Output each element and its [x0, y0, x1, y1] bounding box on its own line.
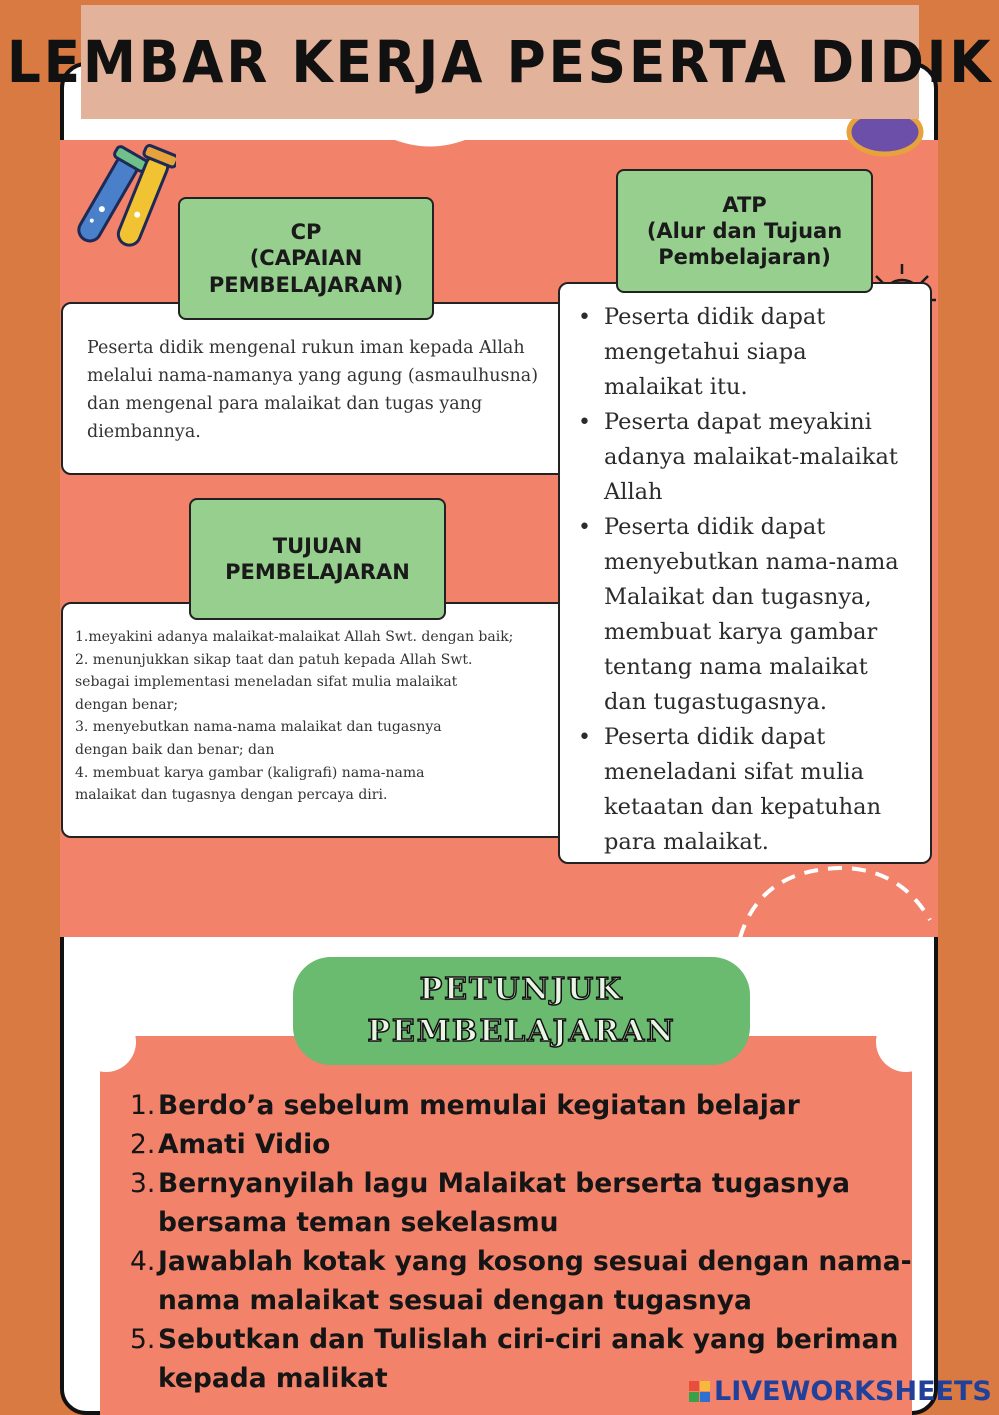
- atp-line: meneladani sifat mulia: [604, 759, 865, 785]
- tujuan-label-line: PEMBELAJARAN: [225, 560, 410, 584]
- atp-line: mengetahui siapa: [604, 339, 807, 365]
- item-number: 3.: [130, 1168, 156, 1199]
- list-item: [578, 405, 922, 510]
- atp-line: membuat karya gambar: [604, 619, 878, 645]
- tujuan-line: 1.meyakini adanya malaikat-malaikat Allah Swt. dengan baik;: [75, 629, 514, 645]
- instructions-list: [100, 1036, 912, 1398]
- atp-line: Peserta didik dapat: [604, 514, 826, 540]
- cp-label-line: PEMBELAJARAN): [208, 272, 404, 297]
- atp-line: ketaatan dan kepatuhan: [604, 794, 882, 820]
- cp-label: [178, 197, 434, 320]
- atp-line: adanya malaikat-malaikat: [604, 444, 898, 470]
- bullet: •: [578, 515, 591, 540]
- tujuan-text: [63, 604, 572, 807]
- liveworksheets-logo-icon: [689, 1381, 710, 1402]
- instruction-line: Bernyanyilah lagu Malaikat berserta tugasnya: [158, 1168, 851, 1199]
- cp-label-line: (CAPAIAN: [249, 246, 363, 271]
- tujuan-box: [61, 602, 574, 838]
- item-number: 2.: [130, 1129, 156, 1160]
- flask-icon: [845, 118, 925, 163]
- atp-line: Malaikat dan tugasnya,: [604, 584, 872, 610]
- liveworksheets-watermark[interactable]: [689, 1376, 992, 1407]
- atp-line: Peserta didik dapat: [604, 304, 826, 330]
- bullet: •: [578, 725, 591, 750]
- atp-line: Peserta didik dapat: [604, 724, 826, 750]
- item-number: 1.: [130, 1090, 156, 1121]
- petunjuk-label: [293, 957, 750, 1065]
- title-banner: [6, 5, 994, 119]
- cp-box: [61, 302, 574, 475]
- tujuan-line: sebagai implementasi meneladan sifat mulia malaikat: [75, 674, 458, 691]
- instruction-line: Berdo’a sebelum memulai kegiatan belajar: [158, 1090, 800, 1121]
- atp-label-line: Pembelajaran): [658, 245, 831, 270]
- atp-line: Allah: [604, 479, 663, 505]
- tujuan-line: dengan benar;: [75, 696, 179, 713]
- list-item: [130, 1125, 892, 1164]
- dashed-curve-decor: [730, 860, 938, 940]
- petunjuk-label-line: PETUNJUK: [419, 972, 624, 1007]
- list-item: [578, 300, 922, 405]
- instruction-line: Sebutkan dan Tulislah ciri-ciri anak yang beriman: [158, 1324, 899, 1355]
- list-item: [130, 1164, 892, 1242]
- watermark-text: LIVEWORKSHEETS: [714, 1376, 992, 1407]
- atp-line: malaikat itu.: [604, 374, 748, 400]
- tujuan-line: malaikat dan tugasnya dengan percaya diri.: [75, 787, 388, 804]
- tujuan-label: [189, 498, 446, 620]
- item-number: 4.: [130, 1246, 156, 1277]
- list-item: [130, 1086, 892, 1125]
- instruction-line: Jawablah kotak yang kosong sesuai dengan nama-: [158, 1246, 912, 1277]
- atp-list: [560, 284, 930, 860]
- atp-line: menyebutkan nama-nama: [604, 549, 899, 575]
- bullet: •: [578, 410, 591, 435]
- atp-line: Peserta dapat meyakini: [604, 409, 872, 435]
- list-item: [578, 720, 922, 860]
- instruction-line: nama malaikat sesuai dengan tugasnya: [158, 1285, 752, 1316]
- petunjuk-label-line: PEMBELAJARAN: [367, 1014, 676, 1049]
- atp-box: [558, 282, 932, 864]
- item-number: 5.: [130, 1324, 156, 1355]
- list-item: [130, 1242, 912, 1320]
- atp-label-line: ATP: [722, 192, 767, 217]
- instruction-line: kepada malikat: [158, 1363, 388, 1394]
- instruction-line: Amati Vidio: [158, 1129, 331, 1160]
- atp-line: para malaikat.: [604, 829, 769, 855]
- atp-line: dan tugastugasnya.: [604, 689, 828, 715]
- atp-line: tentang nama malaikat: [604, 654, 868, 680]
- test-tubes-icon: [66, 140, 176, 265]
- tujuan-line: 4. membuat karya gambar (kaligrafi) nama-nama: [75, 764, 425, 781]
- cp-text: Peserta didik mengenal rukun iman kepada Allah melalui nama-namanya yang agung (asmaulhusna) dan mengenal para malaikat dan tugas yang diembannya.: [87, 338, 539, 442]
- instruction-line: bersama teman sekelasmu: [158, 1207, 559, 1238]
- tujuan-line: dengan baik dan benar; dan: [75, 741, 275, 758]
- tujuan-line: 3. menyebutkan nama-nama malaikat dan tugasnya: [75, 719, 442, 736]
- list-item: [578, 510, 922, 720]
- page-title: LEMBAR KERJA PESERTA DIDIK: [6, 28, 994, 96]
- tujuan-line: 2. menunjukkan sikap taat dan patuh kepada Allah Swt.: [75, 651, 473, 668]
- atp-label: [616, 169, 873, 293]
- instructions-box: [100, 1036, 912, 1415]
- atp-label-line: (Alur dan Tujuan: [646, 218, 843, 243]
- cp-label-line: CP: [290, 220, 322, 245]
- tujuan-label-line: TUJUAN: [272, 533, 363, 558]
- bullet: •: [578, 305, 591, 330]
